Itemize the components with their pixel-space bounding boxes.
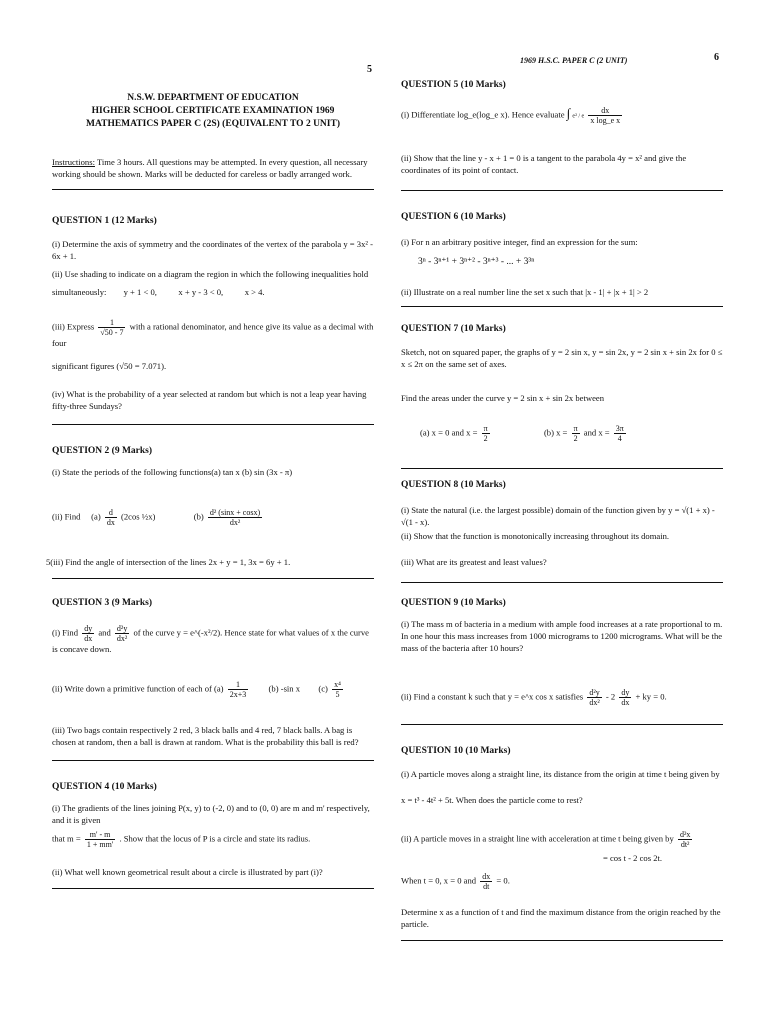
divider	[401, 306, 723, 307]
q4-part-i-line2	[52, 830, 374, 849]
divider	[52, 578, 374, 579]
q1-iii-text-2: with a rational denominator, and hence give its value as a decimal with four	[52, 321, 374, 348]
q3-ii-a-fraction	[228, 680, 249, 699]
q4-part-i-line1: (i) The gradients of the lines joining P(x, y) to (-2, 0) and to (0, 0) are m and m' respectively, and it is given	[52, 803, 370, 825]
question-2-heading: QUESTION 2 (9 Marks)	[52, 446, 153, 456]
q4-i-text: that m =	[52, 833, 81, 844]
q7-a-fraction	[482, 424, 490, 443]
q9-ii-text: (ii) Find a constant k such that y = e^x cos x satisfies	[401, 691, 584, 702]
question-1-heading: QUESTION 1 (12 Marks)	[52, 216, 157, 226]
q10-part-ii-rhs: = cos t - 2 cos 2t.	[603, 853, 663, 863]
q4-i-fraction	[85, 830, 115, 849]
fraction-numerator: d² (sinx + cosx)	[209, 508, 261, 517]
q2-part-ii	[52, 508, 374, 527]
question-3-heading: QUESTION 3 (9 Marks)	[52, 598, 153, 608]
q3-i-and: and	[98, 627, 111, 638]
fraction-denominator: dx	[106, 518, 115, 527]
q6-part-ii: (ii) Illustrate on a real number line the set x such that |x - 1| + |x + 1| > 2	[401, 287, 649, 297]
fraction-numerator: m' - m	[85, 830, 115, 840]
q6-part-i: (i) For n an arbitrary positive integer, find an expression for the sum:	[401, 237, 638, 247]
fraction-denominator: dx	[84, 634, 93, 643]
q1-part-iv: (iv) What is the probability of a year selected at random but which is not a leap year having fifty-three Sundays?	[52, 389, 367, 411]
q3-part-iii: (iii) Two bags contain respectively 2 red, 3 black balls and 4 red, 7 black balls. A bag is chosen at random, then a ball is drawn at random. What is the probability this ball is red?	[52, 725, 359, 747]
q9-ii-end: + ky = 0.	[635, 691, 667, 702]
q1-iii-text: (iii) Express	[52, 321, 95, 332]
q10-ii-condition-end: = 0.	[496, 875, 510, 886]
title-line-1: N.S.W. DEPARTMENT OF EDUCATION	[127, 93, 299, 103]
q9-ii-fraction-1	[587, 688, 601, 707]
fraction-denominator: dx²	[116, 634, 128, 643]
fraction-denominator: dx²	[589, 698, 600, 707]
fraction-denominator: x log_e x	[590, 116, 621, 125]
fraction-numerator: d²y	[589, 688, 600, 697]
fraction-denominator: 4	[617, 434, 622, 443]
fraction-denominator: dx	[621, 698, 630, 707]
q7-find-areas: Find the areas under the curve y = 2 sin x + sin 2x between	[401, 393, 605, 403]
q1-part-i: (i) Determine the axis of symmetry and the coordinates of the vertex of the parabola y = 3x² - 6x + 1.	[52, 239, 373, 261]
right-page-header: 1969 H.S.C. PAPER C (2 UNIT)	[520, 56, 628, 65]
q3-ii-c-fraction	[332, 680, 343, 699]
q10-part-ii-determine: Determine x as a function of t and find the maximum distance from the origin reached by the particle.	[401, 907, 721, 929]
fraction-denominator: dt	[483, 882, 490, 891]
fraction-numerator: π	[573, 424, 578, 433]
fraction-denominator: dx²	[229, 518, 241, 527]
fraction-numerator: d²x	[679, 830, 691, 839]
q3-i-fraction-2	[115, 624, 129, 643]
q5-i-fraction	[588, 106, 622, 125]
q2-ii-label: (ii) Find (a)	[52, 511, 101, 522]
q3-ii-text: (ii) Write down a primitive function of each of (a)	[52, 683, 224, 694]
question-4-heading: QUESTION 4 (10 Marks)	[52, 782, 157, 792]
q7-limit-a: (a) x = 0 and x =	[420, 427, 478, 438]
question-8-heading: QUESTION 8 (10 Marks)	[401, 480, 506, 490]
q9-part-i: (i) The mass m of bacteria in a medium with ample food increases at a rate proportional to m. In one hour this mass increases from 1000 micrograms to 1200 micrograms. What will be the mass of the bacteria after 10 hours?	[401, 619, 723, 653]
q6-sum: 3ⁿ - 3ⁿ⁺¹ + 3ⁿ⁺² - 3ⁿ⁺³ - ... + 3³ⁿ	[418, 257, 535, 267]
instructions	[52, 156, 374, 180]
title-line-3: MATHEMATICS PAPER C (2S) (EQUIVALENT TO 2 UNIT)	[86, 119, 340, 129]
q10-ii-condition-text: When t = 0, x = 0 and	[401, 875, 477, 886]
q3-ii-b: (b) -sin x	[268, 683, 301, 694]
divider	[401, 724, 723, 725]
divider	[401, 468, 723, 469]
fraction-denominator: 2	[483, 434, 488, 443]
question-9-heading: QUESTION 9 (10 Marks)	[401, 598, 506, 608]
divider	[52, 760, 374, 761]
fraction-denominator: 2	[573, 434, 578, 443]
q3-part-i	[52, 624, 374, 655]
q10-part-i-line2: x = t³ - 4t² + 5t. When does the particle come to rest?	[401, 795, 583, 805]
q10-ii-fraction	[678, 830, 692, 849]
q2-ii-b-fraction	[208, 508, 262, 527]
divider	[52, 189, 374, 190]
integral-sign: ∫	[566, 105, 571, 121]
q5-part-i	[401, 106, 723, 125]
fraction-numerator: x⁴	[334, 680, 341, 689]
q8-part-ii: (ii) Show that the function is monotonically increasing throughout its domain.	[401, 531, 670, 541]
question-6-heading: QUESTION 6 (10 Marks)	[401, 212, 506, 222]
fraction-denominator: √50 - 7	[100, 328, 124, 337]
q2-part-iii: 5(iii) Find the angle of intersection of the lines 2x + y = 1, 3x = 6y + 1.	[46, 557, 291, 567]
q7-b2-fraction	[614, 424, 626, 443]
left-page-number: 5	[367, 64, 372, 75]
q8-part-iii: (iii) What are its greatest and least values?	[401, 557, 547, 567]
q3-i-label: (i) Find	[52, 627, 79, 638]
q4-i-text-2: . Show that the locus of P is a circle and state its radius.	[119, 833, 311, 844]
instructions-label: Instructions:	[52, 157, 95, 167]
q7-sketch: Sketch, not on squared paper, the graphs of y = 2 sin x, y = sin 2x, y = 2 sin x + sin 2x for 0 ≤ x ≤ 2π on the same set of axes.	[401, 347, 723, 369]
q1-part-iii-line2: significant figures (√50 = 7.071).	[52, 361, 167, 371]
q2-ii-a-fraction	[105, 508, 117, 527]
q10-part-ii	[401, 830, 723, 849]
fraction-numerator: d	[105, 508, 117, 518]
q7-limits	[420, 424, 720, 443]
fraction-denominator: 2x+3	[229, 690, 247, 699]
q7-limit-b: (b) x =	[543, 427, 568, 438]
q1-part-ii-line2: simultaneously: y + 1 < 0, x + y - 3 < 0, x > 4.	[52, 287, 265, 297]
q10-ii-text: (ii) A particle moves in a straight line with acceleration at time t being given by	[401, 833, 674, 844]
divider	[401, 582, 723, 583]
q8-part-i: (i) State the natural (i.e. the largest possible) domain of the function given by y = √(1 + x) - √(1 - x).	[401, 505, 715, 527]
q3-i-fraction-1	[82, 624, 94, 643]
q10-part-i-line1: (i) A particle moves along a straight line, its distance from the origin at time t being given by	[401, 769, 720, 779]
divider	[401, 190, 723, 191]
fraction-numerator: 1	[228, 680, 249, 690]
fraction-numerator: dx	[482, 872, 491, 881]
exam-title	[52, 92, 374, 131]
q1-part-iii	[52, 318, 374, 349]
q7-limit-b2: and x =	[583, 427, 610, 438]
q9-ii-mid: - 2	[605, 691, 616, 702]
q1-iii-fraction	[98, 318, 125, 337]
q4-part-ii: (ii) What well known geometrical result about a circle is illustrated by part (i)?	[52, 867, 323, 877]
q9-ii-fraction-2	[619, 688, 631, 707]
question-5-heading: QUESTION 5 (10 Marks)	[401, 80, 506, 90]
q1-part-ii-line1: (ii) Use shading to indicate on a diagram the region in which the following inequalities hold	[52, 269, 369, 279]
fraction-numerator: 1	[98, 318, 125, 328]
q2-ii-b-label: (b)	[193, 511, 204, 522]
fraction-numerator: d²y	[116, 624, 128, 633]
q5-part-ii: (ii) Show that the line y - x + 1 = 0 is a tangent to the parabola 4y = x² and give the coordinates of its point of contact.	[401, 153, 687, 175]
q3-ii-c: (c)	[318, 683, 328, 694]
q5-i-text: (i) Differentiate log_e(log_e x). Hence evaluate	[401, 109, 565, 120]
fraction-numerator: dy	[84, 624, 93, 633]
question-10-heading: QUESTION 10 (10 Marks)	[401, 746, 511, 756]
q10-ii-condition-fraction	[480, 872, 492, 891]
q10-part-ii-conditions	[401, 872, 723, 891]
q3-i-text: of the curve y = e^(-x²/2). Hence state for what values of x the curve is concave down.	[52, 627, 369, 654]
fraction-numerator: π	[483, 424, 488, 433]
q2-part-i: (i) State the periods of the following functions(a) tan x (b) sin (3x - π)	[52, 467, 293, 477]
q3-part-ii	[52, 680, 374, 699]
fraction-numerator: dx	[588, 106, 622, 116]
title-line-2: HIGHER SCHOOL CERTIFICATE EXAMINATION 1969	[91, 106, 335, 116]
q9-part-ii	[401, 688, 723, 707]
fraction-denominator: 1 + mm'	[86, 840, 114, 849]
divider	[52, 888, 374, 889]
divider	[52, 424, 374, 425]
integral-limits: e² / e	[572, 113, 585, 120]
instructions-text: Time 3 hours. All questions may be attempted. In every question, all necessary working should be shown. Marks will be deducted for careless or badly arranged work.	[52, 157, 368, 179]
fraction-denominator: 5	[335, 690, 340, 699]
fraction-numerator: 3π	[615, 424, 624, 433]
q7-b-fraction	[572, 424, 580, 443]
divider	[401, 940, 723, 941]
fraction-numerator: dy	[621, 688, 630, 697]
fraction-denominator: dt²	[680, 840, 690, 849]
q2-ii-a-expression: (2cos ½x)	[121, 511, 156, 522]
question-7-heading: QUESTION 7 (10 Marks)	[401, 324, 506, 334]
right-page-number: 6	[714, 52, 719, 63]
